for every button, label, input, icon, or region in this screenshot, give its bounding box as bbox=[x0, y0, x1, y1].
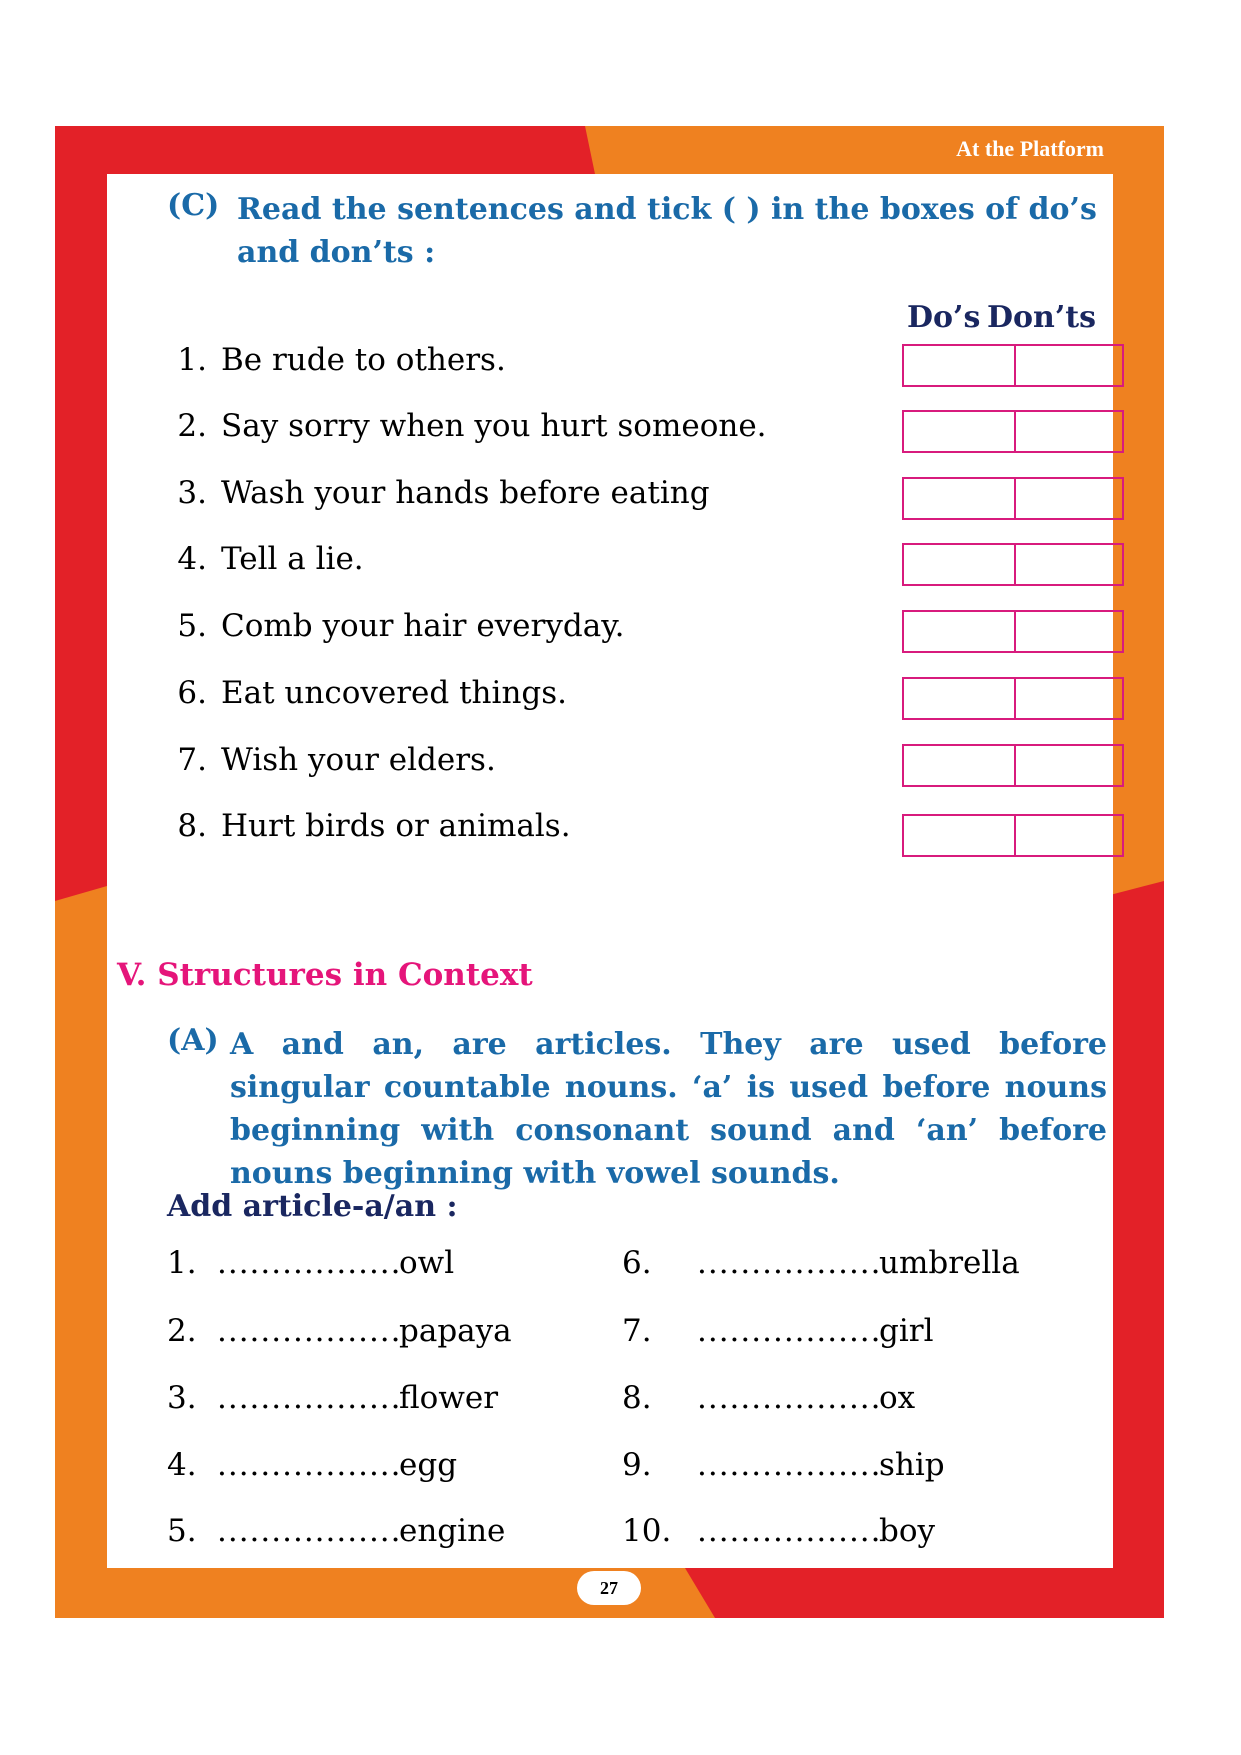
noun-word: girl bbox=[879, 1313, 934, 1349]
item-text: Hurt birds or animals. bbox=[221, 808, 571, 844]
dos-checkbox[interactable] bbox=[904, 346, 1014, 385]
question-c-label: (C) bbox=[167, 188, 220, 223]
noun-word: papaya bbox=[399, 1313, 512, 1349]
content-panel bbox=[107, 174, 1113, 1568]
tick-box-row bbox=[902, 344, 1124, 387]
blank-line[interactable]: ................. bbox=[697, 1380, 882, 1416]
item-text: Tell a lie. bbox=[221, 541, 364, 577]
blank-line[interactable]: ................. bbox=[217, 1380, 402, 1416]
dos-checkbox[interactable] bbox=[904, 545, 1014, 584]
article-item bbox=[622, 1513, 935, 1549]
dos-checkbox[interactable] bbox=[904, 679, 1014, 718]
tick-box-row bbox=[902, 814, 1124, 857]
item-number: 5. bbox=[177, 608, 207, 644]
dos-checkbox[interactable] bbox=[904, 479, 1014, 518]
question-a-label: (A) bbox=[167, 1023, 219, 1058]
blank-line[interactable]: ................. bbox=[217, 1447, 402, 1483]
item-number: 4. bbox=[167, 1447, 197, 1483]
page-frame bbox=[55, 126, 1164, 1618]
tick-box-row bbox=[902, 410, 1124, 453]
noun-word: egg bbox=[399, 1447, 458, 1483]
item-text: Wash your hands before eating bbox=[221, 475, 710, 511]
item-number: 6. bbox=[622, 1245, 652, 1281]
item-number: 7. bbox=[622, 1313, 652, 1349]
item-text: Say sorry when you hurt someone. bbox=[221, 408, 767, 444]
donts-checkbox[interactable] bbox=[1014, 346, 1126, 385]
item-number: 7. bbox=[177, 742, 207, 778]
dos-checkbox[interactable] bbox=[904, 816, 1014, 855]
noun-word: boy bbox=[879, 1513, 936, 1549]
noun-word: ox bbox=[879, 1380, 916, 1416]
noun-word: engine bbox=[399, 1513, 506, 1549]
question-c-instruction: Read the sentences and tick ( ) in the boxes of do’s and don’ts : bbox=[237, 192, 1097, 270]
tick-box-row bbox=[902, 543, 1124, 586]
page-number: 27 bbox=[577, 1571, 641, 1605]
blank-line[interactable]: ................. bbox=[217, 1513, 402, 1549]
item-text: Wish your elders. bbox=[221, 742, 496, 778]
item-number: 3. bbox=[167, 1380, 197, 1416]
tick-box-row bbox=[902, 477, 1124, 520]
section-title: V. Structures in Context bbox=[117, 957, 533, 993]
donts-checkbox[interactable] bbox=[1014, 746, 1126, 785]
article-item bbox=[167, 1447, 457, 1483]
dos-checkbox[interactable] bbox=[904, 612, 1014, 651]
item-number: 8. bbox=[177, 808, 207, 844]
item-text: Comb your hair everyday. bbox=[221, 608, 625, 644]
item-number: 3. bbox=[177, 475, 207, 511]
dos-checkbox[interactable] bbox=[904, 412, 1014, 451]
chapter-title: At the Platform bbox=[956, 136, 1104, 161]
item-number: 1. bbox=[177, 342, 207, 378]
article-item bbox=[167, 1380, 498, 1416]
exercise-heading: Add article-a/an : bbox=[167, 1189, 458, 1224]
article-item bbox=[622, 1380, 915, 1416]
article-item bbox=[622, 1447, 945, 1483]
item-number: 2. bbox=[177, 408, 207, 444]
article-item bbox=[167, 1513, 505, 1549]
item-number: 5. bbox=[167, 1513, 197, 1549]
item-number: 2. bbox=[167, 1313, 197, 1349]
item-number: 9. bbox=[622, 1447, 652, 1483]
item-number: 1. bbox=[167, 1245, 197, 1281]
donts-checkbox[interactable] bbox=[1014, 545, 1126, 584]
item-number: 10. bbox=[622, 1513, 672, 1549]
blank-line[interactable]: ................. bbox=[697, 1513, 882, 1549]
blank-line[interactable]: ................. bbox=[217, 1313, 402, 1349]
column-header-dos: Do’s bbox=[907, 300, 981, 335]
column-header-donts: Don’ts bbox=[987, 300, 1097, 335]
item-number: 6. bbox=[177, 675, 207, 711]
item-text: Eat uncovered things. bbox=[221, 675, 568, 711]
noun-word: ship bbox=[879, 1447, 945, 1483]
donts-checkbox[interactable] bbox=[1014, 679, 1126, 718]
item-number: 8. bbox=[622, 1380, 652, 1416]
donts-checkbox[interactable] bbox=[1014, 612, 1126, 651]
noun-word: owl bbox=[399, 1245, 455, 1281]
item-text: Be rude to others. bbox=[221, 342, 506, 378]
tick-box-row bbox=[902, 677, 1124, 720]
blank-line[interactable]: ................. bbox=[217, 1245, 402, 1281]
question-a-text: A and an, are articles. They are used before singular countable nouns. ‘a’ is used before nouns beginning with consonant sound and ‘an’ before nouns beginning with vowel sounds. bbox=[230, 1027, 1107, 1191]
donts-checkbox[interactable] bbox=[1014, 816, 1126, 855]
article-item bbox=[622, 1313, 934, 1349]
noun-word: flower bbox=[399, 1380, 499, 1416]
dos-checkbox[interactable] bbox=[904, 746, 1014, 785]
blank-line[interactable]: ................. bbox=[697, 1245, 882, 1281]
noun-word: umbrella bbox=[879, 1245, 1020, 1281]
item-number: 4. bbox=[177, 541, 207, 577]
article-item bbox=[622, 1245, 1020, 1281]
donts-checkbox[interactable] bbox=[1014, 479, 1126, 518]
article-item bbox=[167, 1313, 512, 1349]
donts-checkbox[interactable] bbox=[1014, 412, 1126, 451]
tick-box-row bbox=[902, 744, 1124, 787]
tick-box-row bbox=[902, 610, 1124, 653]
article-item bbox=[167, 1245, 454, 1281]
blank-line[interactable]: ................. bbox=[697, 1313, 882, 1349]
blank-line[interactable]: ................. bbox=[697, 1447, 882, 1483]
